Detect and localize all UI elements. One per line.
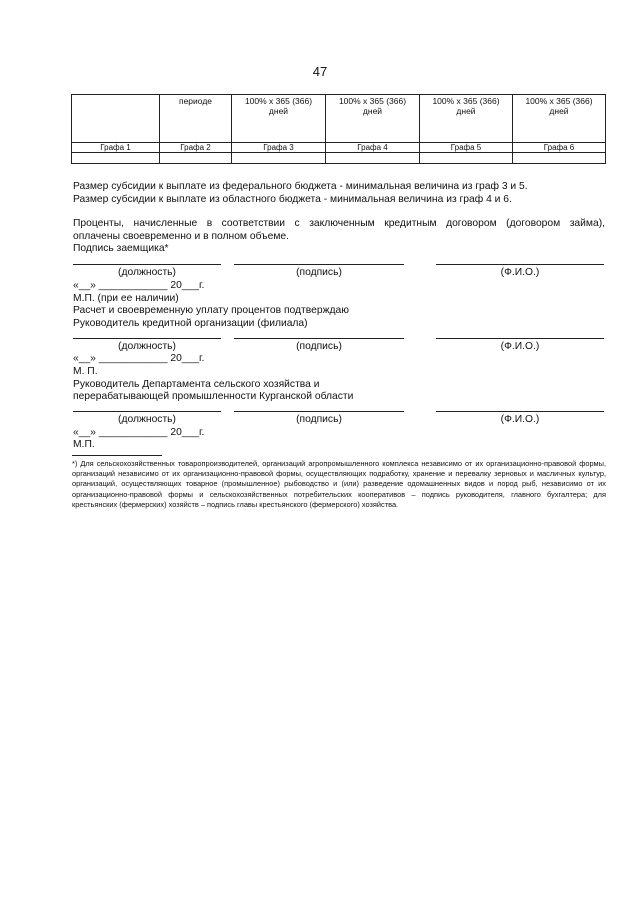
interest-text-line2: оплачены своевременно и в полном объеме.: [73, 231, 289, 242]
position-line: [73, 338, 221, 339]
calculation-table: [71, 94, 606, 164]
empty-cell: [420, 153, 513, 164]
fio-line: [436, 338, 604, 339]
empty-cell: [232, 153, 326, 164]
subsidy-federal-text: Размер субсидии к выплате из федерального бюджета - минимальная величина из граф 3 и 5.: [73, 181, 528, 192]
table-empty-row: [72, 153, 606, 164]
position-line: [73, 411, 221, 412]
empty-cell: [513, 153, 606, 164]
column-number-cell: Графа 3: [232, 143, 326, 153]
position-label: (должность): [118, 267, 176, 278]
column-number-cell: Графа 1: [72, 143, 160, 153]
date-line: «__» ____________ 20___г.: [73, 353, 205, 364]
date-line: «__» ____________ 20___г.: [73, 280, 205, 291]
stamp-caption: М. П.: [73, 366, 98, 377]
footnote-separator: [72, 455, 162, 456]
fio-line: [436, 264, 604, 265]
subsidy-regional-text: Размер субсидии к выплате из областного бюджета - минимальная величина из граф 4 и 6.: [73, 194, 512, 205]
table-header-cell: периоде: [160, 95, 232, 143]
column-number-cell: Графа 6: [513, 143, 606, 153]
footnote-text: *) Для сельскохозяйственных товаропроизводителей, организаций агропромышленного комплекса независимо от их организационно-правовой формы, организаций независимо от их организационно-правовой формы, осуществляющих подработку, хранение и перевалку зерновых и масличных культур, организаций, осуществляющих товарное (промышленное) рыбоводство и (или) разведение одомашненных видов и пород рыб, независимо от их организационно-правовой формы и сельскохозяйственных потребительских кооперативов – подпись руководителя, главного бухгалтера; для крестьянских (фермерских) хозяйств – подпись главы крестьянского (фермерского) хозяйства.: [72, 459, 606, 509]
stamp-caption: М.П.: [73, 439, 95, 450]
position-label: (должность): [118, 341, 176, 352]
table-header-cell: 100% x 365 (366) дней: [513, 95, 606, 143]
table-column-numbers-row: [72, 143, 606, 153]
table-header-cell: 100% x 365 (366) дней: [326, 95, 420, 143]
empty-cell: [326, 153, 420, 164]
bank-head-caption: Руководитель кредитной организации (филиала): [73, 318, 308, 329]
signature-label: (подпись): [296, 414, 342, 425]
date-line: «__» ____________ 20___г.: [73, 427, 205, 438]
position-label: (должность): [118, 414, 176, 425]
confirm-payment-text: Расчет и своевременную уплату процентов подтверждаю: [73, 305, 349, 316]
column-number-cell: Графа 2: [160, 143, 232, 153]
fio-label: (Ф.И.О.): [500, 341, 540, 352]
column-number-cell: Графа 4: [326, 143, 420, 153]
interest-text-line1: Проценты, начисленные в соответствии с заключенным кредитным договором (договором займа),: [73, 218, 605, 229]
stamp-caption: М.П. (при ее наличии): [73, 293, 179, 304]
signature-line: [234, 338, 404, 339]
signature-label: (подпись): [296, 341, 342, 352]
dept-head-caption-line1: Руководитель Департамента сельского хозяйства и: [73, 379, 320, 390]
fio-label: (Ф.И.О.): [500, 414, 540, 425]
dept-head-caption-line2: перерабатывающей промышленности Курганской области: [73, 391, 354, 402]
table-header-cell: 100% x 365 (366) дней: [420, 95, 513, 143]
fio-line: [436, 411, 604, 412]
borrower-signature-caption: Подпись заемщика*: [73, 243, 169, 254]
table-header-cell: 100% x 365 (366) дней: [232, 95, 326, 143]
signature-label: (подпись): [296, 267, 342, 278]
fio-label: (Ф.И.О.): [500, 267, 540, 278]
position-line: [73, 264, 221, 265]
column-number-cell: Графа 5: [420, 143, 513, 153]
empty-cell: [160, 153, 232, 164]
table-header-row: [72, 95, 606, 143]
page-number: 47: [312, 64, 328, 79]
signature-line: [234, 411, 404, 412]
table-header-cell: [72, 95, 160, 143]
empty-cell: [72, 153, 160, 164]
signature-line: [234, 264, 404, 265]
